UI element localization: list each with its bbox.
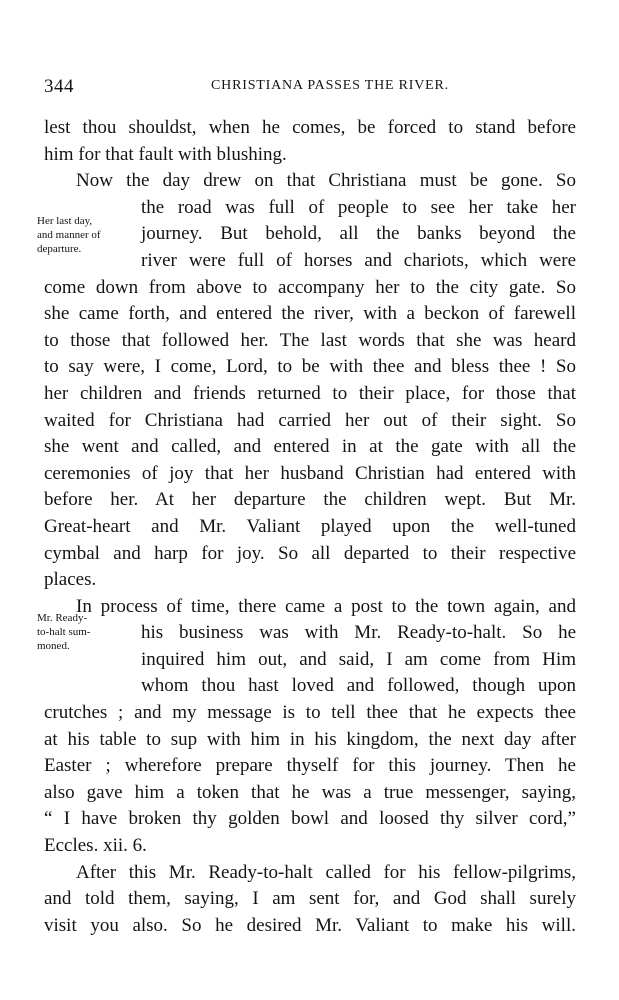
- text-line: inquired him out, and said, I am come from Him: [141, 648, 576, 670]
- text-line: to those that followed her. The last words that she was heard: [44, 329, 576, 351]
- text-line: she came forth, and entered the river, with a beckon of farewell: [44, 303, 576, 325]
- text-line: visit you also. So he desired Mr. Valiant to make his will.: [44, 914, 576, 936]
- margin-note-line: and manner of: [37, 229, 101, 241]
- text-line: waited for Christiana had carried her out of their sight. So: [44, 409, 576, 431]
- running-head: CHRISTIANA PASSES THE RIVER.: [211, 78, 449, 93]
- text-line: After this Mr. Ready-to-halt called for his fellow-pilgrims,: [76, 861, 576, 883]
- text-line: him for that fault with blushing.: [44, 143, 287, 165]
- text-line: river were full of horses and chariots, which were: [141, 249, 576, 271]
- text-line: her children and friends returned to their place, for those that: [44, 382, 576, 404]
- text-line: and told them, saying, I am sent for, and God shall surely: [44, 888, 576, 910]
- margin-note-line: Mr. Ready-: [37, 612, 88, 624]
- text-line: come down from above to accompany her to the city gate. So: [44, 276, 576, 298]
- text-line: Easter ; wherefore prepare thyself for this journey. Then he: [44, 755, 576, 777]
- text-line: she went and called, and entered in at the gate with all the: [44, 436, 576, 458]
- margin-note-line: Her last day,: [37, 215, 93, 227]
- page-header: [44, 76, 576, 102]
- text-line: crutches ; and my message is to tell thee that he expects thee: [44, 702, 576, 724]
- margin-note-line: to-halt sum-: [37, 626, 91, 638]
- text-line: Eccles. xii. 6.: [44, 835, 147, 857]
- text-line: “ I have broken thy golden bowl and loosed thy silver cord,”: [44, 808, 576, 830]
- text-line: Great-heart and Mr. Valiant played upon the well-tuned: [44, 515, 576, 537]
- text-line: places.: [44, 569, 97, 591]
- text-line: journey. But behold, all the banks beyond the: [141, 223, 576, 245]
- margin-note-line: departure.: [37, 243, 82, 255]
- text-line: In process of time, there came a post to the town again, and: [76, 595, 576, 617]
- body-text: [44, 115, 576, 939]
- text-line: lest thou shouldst, when he comes, be forced to stand before: [44, 117, 576, 138]
- text-line: cymbal and harp for joy. So all departed to their respective: [44, 542, 576, 564]
- text-line: to say were, I come, Lord, to be with thee and bless thee ! So: [44, 356, 576, 378]
- text-line: at his table to sup with him in his kingdom, the next day after: [44, 728, 576, 750]
- text-line: the road was full of people to see her take her: [141, 196, 576, 218]
- text-line: also gave him a token that he was a true messenger, saying,: [44, 781, 576, 803]
- text-line: before her. At her departure the children wept. But Mr.: [44, 489, 576, 511]
- text-line: ceremonies of joy that her husband Christian had entered with: [44, 462, 576, 484]
- text-line: Now the day drew on that Christiana must be gone. So: [76, 170, 576, 192]
- page-number: 344: [44, 76, 74, 97]
- text-line: his business was with Mr. Ready-to-halt. So he: [141, 622, 576, 644]
- text-line: whom thou hast loved and followed, though upon: [141, 675, 576, 697]
- margin-note-line: moned.: [37, 640, 70, 652]
